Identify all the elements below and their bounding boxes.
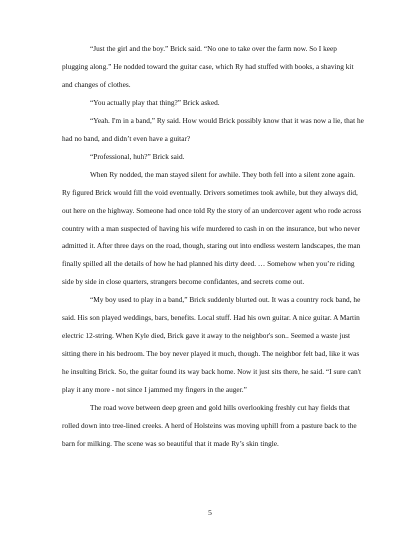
manuscript-body (62, 40, 364, 453)
paragraph-7: The road wove between deep green and gold hills overlooking freshly cut hay fields that rolled down into tree-lined creeks. A herd of Holsteins was moving uphill from a pasture back to the barn for milking. The scene was so beautiful that it made Ry’s skin tingle. (62, 403, 357, 448)
paragraph-3: “Yeah. I'm in a band,” Ry said. How would Brick possibly know that it was now a lie, that he had no band, and didn’t even have a guitar? (62, 115, 364, 143)
paragraph-6: “My boy used to play in a band,” Brick suddenly blurted out. It was a country rock band, he said. His son played weddings, bars, benefits. Local stuff. Had his own guitar. A nice guitar. A Martin electric 12-string. When Kyle died, Brick gave it away to the neighbor's son.. Seemed a waste just sitting there in his bedroom. The boy never played it much, though. The neighbor felt bad, like it was he insulting Brick. So, the guitar found its way back home. Now it just sits there, he said. “I sure can't play it any more - not since I jammed my fingers in the auger.” (62, 295, 362, 395)
paragraph-1: “Just the girl and the boy.” Brick said. “No one to take over the farm now. So I keep plugging along.” He nodded toward the guitar case, which Ry had stuffed with books, a shaving kit and changes of clothes. (62, 44, 354, 89)
paragraph-5: When Ry nodded, the man stayed silent for awhile. They both fell into a silent zone again. Ry figured Brick would fill the void eventually. Drivers sometimes took awhile, but they always did, out here on the highway. Someone had once told Ry the story of an undercover agent who rode across country with a man suspected of having his wife murdered to cash in on the insurance, but who never admitted it. After three days on the road, though, staring out into endless western landscapes, the man finally spilled all the details of how he had planned his dirty deed. … Somehow when you’re riding side by side in close quarters, strangers become confidantes, and secrets come out. (62, 169, 362, 287)
paragraph-2: “You actually play that thing?” Brick asked. (90, 97, 220, 107)
paragraph-4: “Professional, huh?” Brick said. (90, 151, 185, 161)
page-number: 5 (208, 508, 212, 517)
